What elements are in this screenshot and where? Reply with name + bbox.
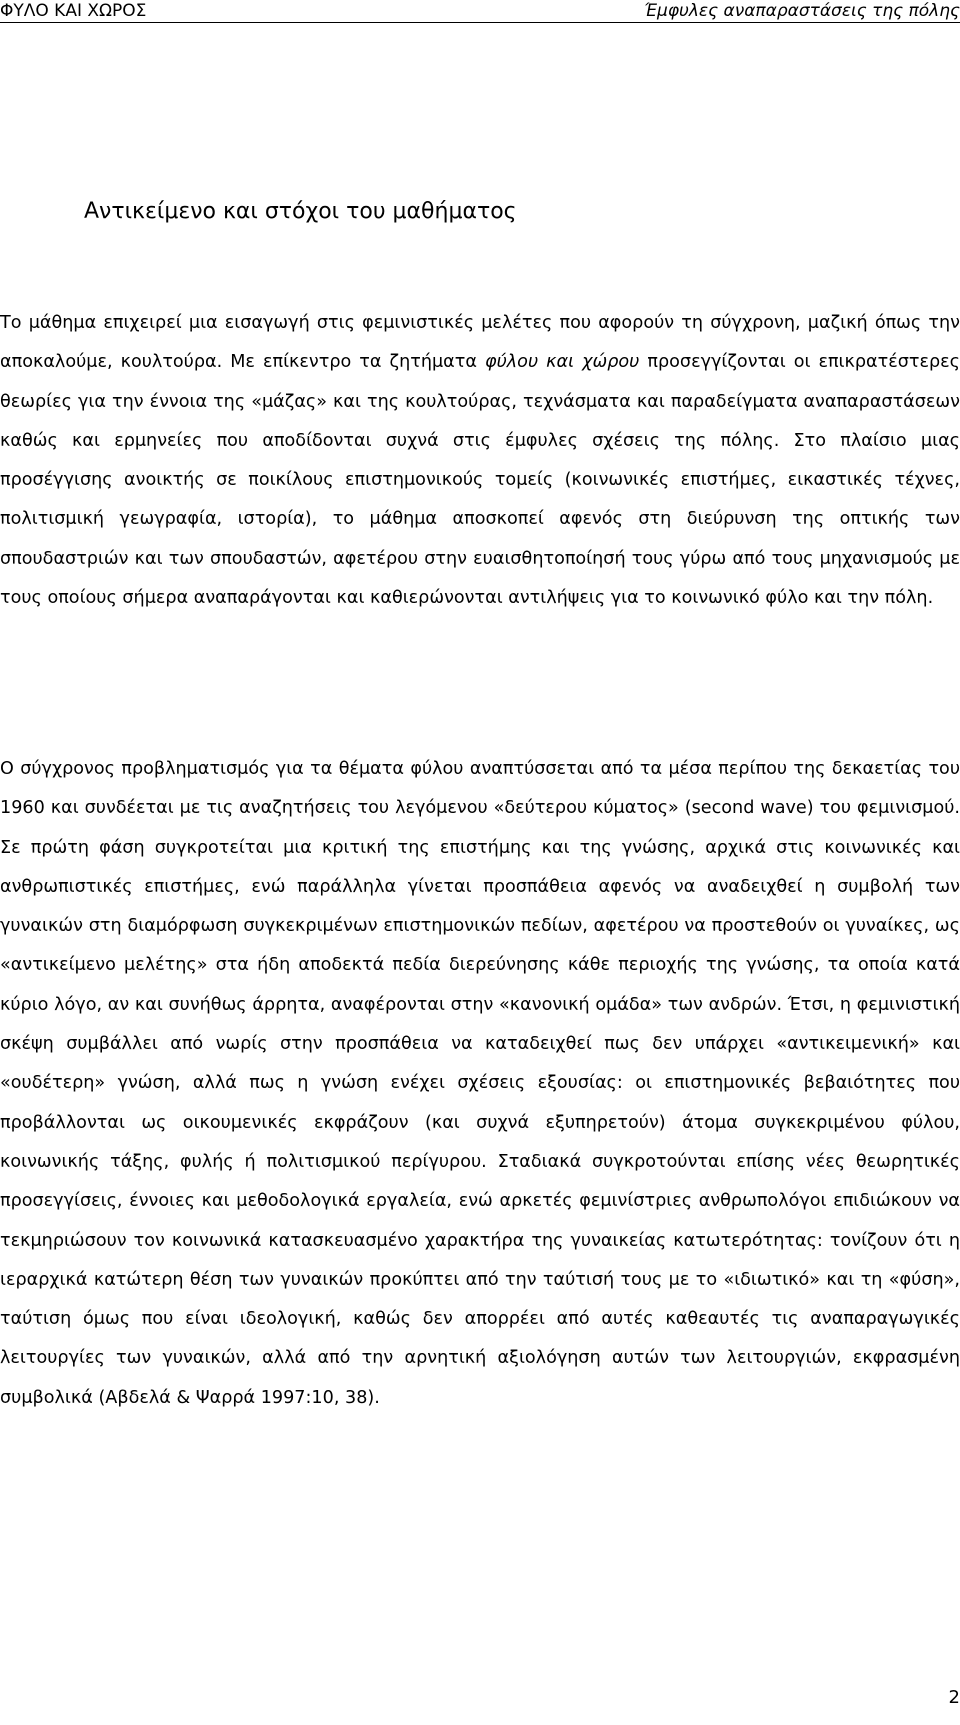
paragraph-feminist-context: Ο σύγχρονος προβληματισμός για τα θέματα φύλου αναπτύσσεται από τα μέσα περίπου της δεκαετίας του 1960 και συνδέεται με τις αναζητήσεις του λεγόμενου «δεύτερου κύματος» (second wave) του φεμινισμού. Σε πρώτη φάση συγκροτείται μια κριτική της επιστήμης και της γνώσης, αρχικά στις κοινωνικές και ανθρωπιστικές επιστήμες, ενώ παράλληλα γίνεται προσπάθεια αφενός να αναδειχθεί η συμβολή των γυναικών στη διαμόρφωση συγκεκριμένων επιστημονικών πεδίων, αφετέρου να προστεθούν οι γυναίκες, ως «αντικείμενο μελέτης» στα ήδη αποδεκτά πεδία διερεύνησης κάθε περιοχής της γνώσης, τα οποία κατά κύριο λόγο, αν και συνήθως άρρητα, αναφέρονται στην «κανονική ομάδα» των ανδρών. Έτσι, η φεμινιστική σκέψη συμβάλλει από νωρίς στην προσπάθεια να καταδειχθεί πως δεν υπάρχει «αντικειμενική» και «ουδέτερη» γνώση, αλλά πως η γνώση ενέχει σχέσεις εξουσίας: οι επιστημονικές βεβαιότητες που προβάλλονται ως οικουμενικές εκφράζουν (και συχνά εξυπηρετούν) άτομα συγκεκριμένου φύλου, κοινωνικής τάξης, φυλής ή πολιτισμικού περίγυρου. Σταδιακά συγκροτούνται επίσης νέες θεωρητικές προσεγγίσεις, έννοιες και μεθοδολογικά εργαλεία, ενώ αρκετές φεμινίστριες ανθρωπολόγοι επιδιώκουν να τεκμηριώσουν τον κοινωνικά κατασκευασμένο χαρακτήρα της γυναικείας κατωτερότητας: τονίζουν ότι η ιεραρχικά κατώτερη θέση των γυναικών προκύπτει από την ταύτισή τους με το «ιδιωτικό» και τη «φύση», ταύτιση όμως που είναι ιδεολογική, καθώς δεν απορρέει από αυτές καθεαυτές τις αναπαραγωγικές λειτουργίες των γυναικών, αλλά από την αρνητική αξιολόγηση αυτών των λειτουργιών, εκφρασμένη συμβολικά (Αβδελά & Ψαρρά 1997:10, 38). xyxy=(0,759,960,1408)
paragraph-text: Το μάθημα επιχειρεί μια εισαγωγή στις φεμινιστικές μελέτες που αφορούν τη σύγχρονη, μαζική όπως την αποκαλούμε, κουλτούρα. Με επίκεντρο τα ζητήματα xyxy=(0,313,960,373)
paragraph-text: προσεγγίζονται οι επικρατέστερες θεωρίες για την έννοια της «μάζας» και της κουλτούρας, τεχνάσματα και παραδείγματα αναπαραστάσεων καθώς και ερμηνείες που αποδίδονται συχνά στις έμφυλες σχέσεις της πόλης. Στο πλαίσιο μιας προσέγγισης ανοικτής σε ποικίλους επιστημονικούς τομείς (κοινωνικές επιστήμες, εικαστικές τέχνες, πολιτισμική γεωγραφία, ιστορία), το μάθημα αποσκοπεί αφενός στη διεύρυνση της οπτικής των σπουδαστριών και των σπουδαστών, αφετέρου στην ευαισθητοποίησή τους γύρω από τους μηχανισμούς με τους οποίους σήμερα αναπαράγονται και καθιερώνονται αντιλήψεις για το κοινωνικό φύλο και την πόλη. xyxy=(0,352,960,609)
paragraph-course-objectives xyxy=(0,304,960,618)
header-course-title: ΦΥΛΟ ΚΑΙ ΧΩΡΟΣ xyxy=(0,1,147,21)
running-header xyxy=(0,0,960,23)
header-section-title: Έμφυλες αναπαραστάσεις της πόλης xyxy=(643,1,960,21)
section-heading: Αντικείμενο και στόχοι του μαθήματος xyxy=(84,199,517,224)
paragraph-emphasis: φύλου και χώρου xyxy=(484,352,640,373)
page-number: 2 xyxy=(948,1687,960,1708)
